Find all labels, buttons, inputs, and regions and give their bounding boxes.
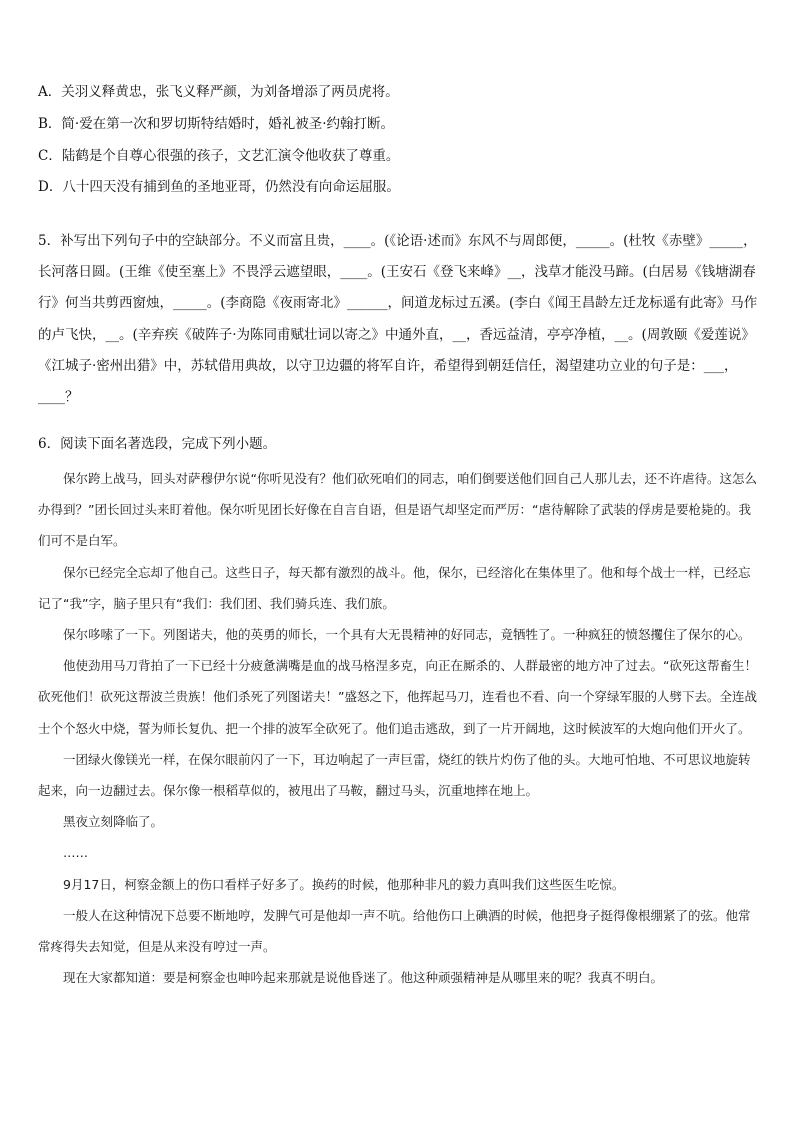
question-6-passage (38, 463, 758, 993)
passage-paragraph: 一团绿火像镁光一样，在保尔眼前闪了一下，耳边响起了一声巨雷，烧红的铁片灼伤了他的头。大地可怕地、不可思议地旋转起来，向一边翻过去。保尔像一根稻草似的，被甩出了马鞍，翻过马头，沉重地摔在地上。 (38, 751, 751, 799)
passage-paragraph: 一般人在这种情况下总要不断地哼，发脾气可是他却一声不吭。给他伤口上碘酒的时候，他把身子挺得像根绷紧了的弦。他常常疼得失去知觉，但是从来没有哼过一声。 (38, 907, 751, 955)
passage-ellipsis: …… (63, 845, 88, 861)
passage-paragraph: 现在大家都知道：要是柯察金也呻吟起来那就是说他昏迷了。他这种顽强精神是从哪里来的呢？我真不明白。 (63, 970, 664, 986)
passage-paragraph: 9月17日，柯察金额上的伤口看样子好多了。换药的时候，他那种非凡的毅力真叫我们这些医生吃惊。 (63, 876, 625, 892)
option-c: C．陆鹤是个自尊心很强的孩子，文艺汇演令他收获了尊重。 (38, 148, 400, 164)
option-d: D．八十四天没有捕到鱼的圣地亚哥，仍然没有向命运屈服。 (38, 179, 400, 195)
option-a: A．关羽义释黄忠，张飞义释严颜，为刘备增添了两员虎将。 (38, 84, 399, 100)
question-5: 5．补写出下列句子中的空缺部分。不义而富且贵，____。(《论语·述而》东风不与周郎便，_____。(杜牧《赤壁》_____，长河落日圆。(王维《使至塞上》不畏浮云遮望眼，____。(王安石《登飞来峰》__，浅草才能没马蹄。(白居易《钱塘湖春行》何当共剪西窗烛，_____。(李商隐《夜雨寄北》______，间道龙标过五溪。(李白《闻王昌龄左迁龙标遥有此寄》马作的卢飞快，__。(辛弃疾《破阵子·为陈同甫赋壮词以寄之》中通外直，__，香远益清，亭亭净植，__。(周敦颐《爱莲说》《江城子·密州出猎》中，苏轼借用典故，以守卫边疆的将军自许，希望得到朝廷信任，渴望建功立业的句子是：___，____？ (38, 233, 758, 406)
passage-paragraph: 保尔跨上战马，回头对萨穆伊尔说“你听见没有？他们砍死咱们的同志，咱们倒要送他们回自己人那儿去，还不许虐待。这怎么办得到？”团长回过头来盯着他。保尔听见团长好像在自言自语，但是语气却坚定而严厉：“虐待解除了武装的俘虏是要枪毙的。我们可不是白军。 (38, 471, 757, 549)
question-6-title: 6．阅读下面名著选段，完成下列小题。 (38, 436, 277, 452)
passage-paragraph: 保尔哆嗦了一下。列图诺夫，他的英勇的师长，一个具有大无畏精神的好同志，竟牺牲了。一种疯狂的愤怒攫住了保尔的心。 (63, 627, 751, 643)
option-b: B．简·爱在第一次和罗切斯特结婚时，婚礼被圣·约翰打断。 (38, 116, 395, 132)
passage-paragraph: 保尔已经完全忘却了他自己。这些日子，每天都有激烈的战斗。他，保尔，已经溶化在集体里了。他和每个战士一样，已经忘记了“我”字，脑子里只有“我们：我们团、我们骑兵连、我们旅。 (38, 564, 751, 611)
passage-paragraph: 他使劲用马刀背拍了一下已经十分疲惫满嘴是血的战马格涅多克，向正在厮杀的、人群最密的地方冲了过去。“砍死这帮畜生！砍死他们！砍死这帮波兰贵族！他们杀死了列图诺夫！”盛怒之下，他挥起马刀，连看也不看、向一个穿绿军服的人劈下去。全连战士个个怒火中烧，誓为师长复仇、把一个排的波军全砍死了。他们追击逃敌，到了一片开阔地，这时候波军的大炮向他们开火了。 (38, 658, 757, 736)
passage-paragraph: 黑夜立刻降临了。 (63, 814, 164, 830)
